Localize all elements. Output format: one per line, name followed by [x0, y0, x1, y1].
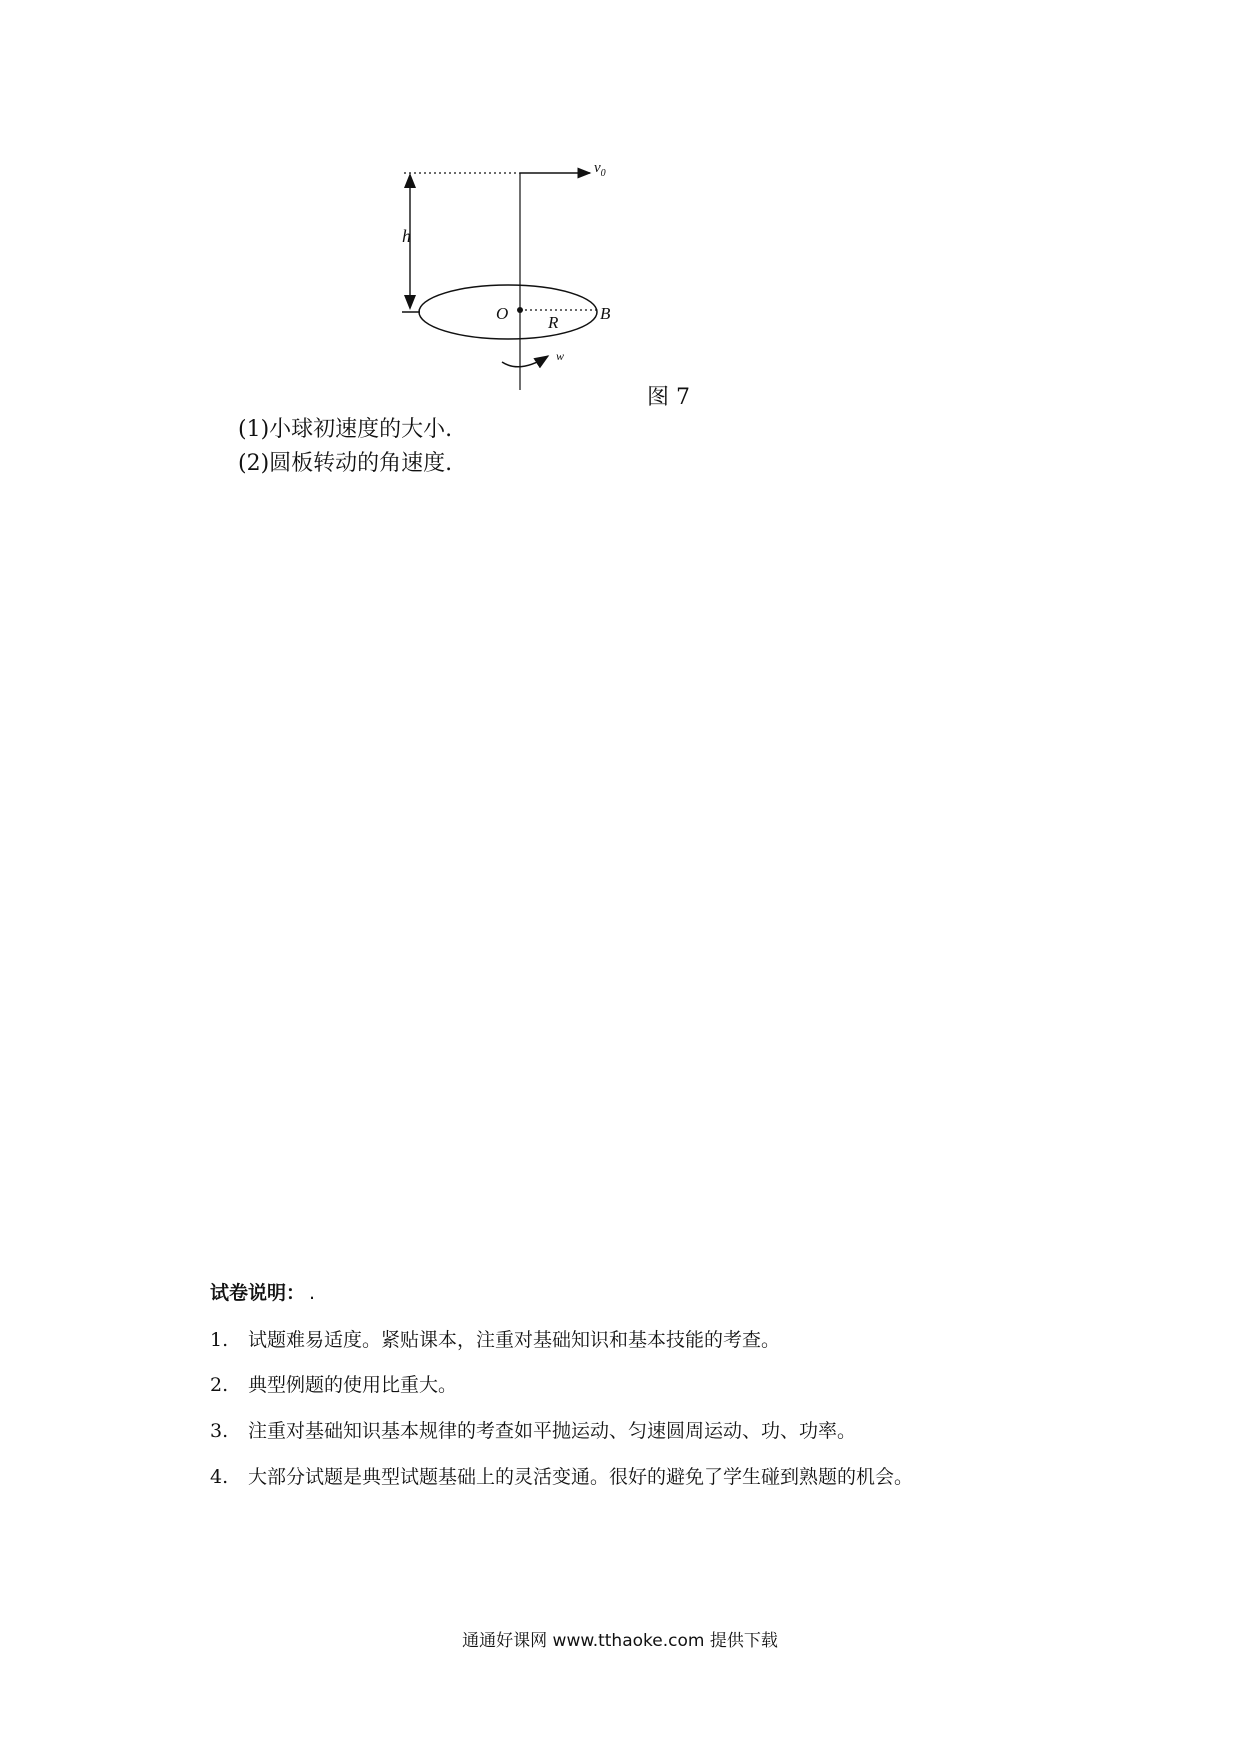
notes-title-dot: . [309, 1282, 316, 1304]
note-text: 注重对基础知识基本规律的考查如平抛运动、匀速圆周运动、功、功率。 [248, 1420, 857, 1442]
note-item [210, 1370, 457, 1397]
page-footer: 通通好课网 www.tthaoke.com 提供下载 [462, 1631, 778, 1651]
figure-7-diagram [380, 150, 700, 400]
notes-title-text: 试卷说明： [210, 1282, 306, 1304]
note-number: 1. [210, 1329, 229, 1351]
figure-caption: 图 7 [647, 385, 690, 410]
question-2: (2)圆板转动的角速度. [238, 451, 453, 476]
note-text: 试题难易适度。紧贴课本，注重对基础知识和基本技能的考查。 [248, 1329, 781, 1351]
height-arrow-top [404, 173, 416, 188]
note-number: 4. [210, 1466, 229, 1488]
question-1: (1)小球初速度的大小. [238, 417, 453, 442]
note-item [210, 1325, 780, 1352]
note-item [210, 1416, 856, 1443]
center-O-label: O [496, 304, 509, 323]
radius-R-label: R [548, 313, 559, 332]
diagram-svg [380, 150, 700, 400]
note-text: 大部分试题是典型试题基础上的灵活变通。很好的避免了学生碰到熟题的机会。 [248, 1466, 914, 1488]
note-number: 2. [210, 1374, 229, 1396]
note-item [210, 1462, 913, 1489]
note-text: 典型例题的使用比重大。 [248, 1374, 458, 1396]
point-B-label: B [600, 304, 611, 323]
v0-label: $v_0$ [594, 160, 606, 179]
height-arrow-bottom [404, 295, 416, 310]
notes-title [210, 1278, 315, 1305]
h-label: h [402, 226, 411, 246]
rotation-arrow [502, 356, 548, 367]
note-number: 3. [210, 1420, 229, 1442]
omega-label: w [556, 349, 565, 363]
